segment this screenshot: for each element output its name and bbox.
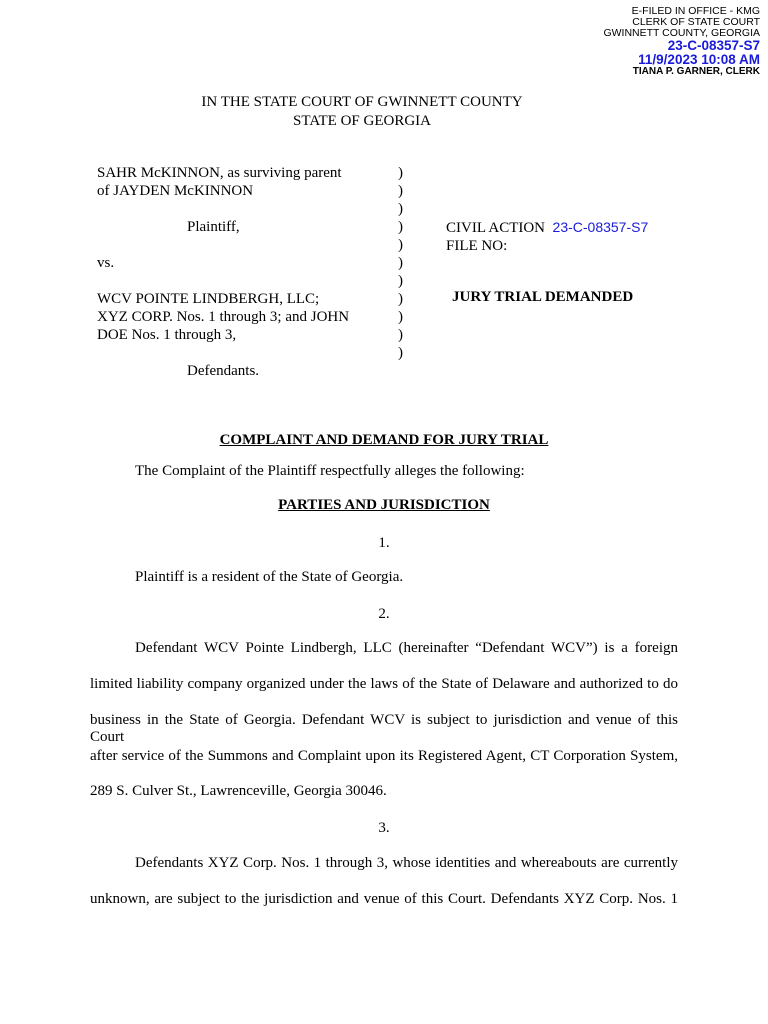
stamp-case-number: 23-C-08357-S7 [667, 38, 760, 54]
stamp-clerk: TIANA P. GARNER, CLERK [632, 66, 760, 78]
stamp-datetime: 11/9/2023 10:08 AM [638, 52, 760, 68]
paragraph-2-line-2: limited liability company organized under the laws of the State of Delaware and authorized to do [90, 676, 678, 692]
paragraph-2-line-1: Defendant WCV Pointe Lindbergh, LLC (hereinafter “Defendant WCV”) is a foreign [135, 640, 678, 656]
stamp-line-1: E-FILED IN OFFICE - KMG [631, 5, 760, 17]
paragraph-3-line-2: unknown, are subject to the jurisdiction and venue of this Court. Defendants XYZ Corp. Nos. 1 [90, 891, 678, 907]
jury-demand: JURY TRIAL DEMANDED [452, 289, 634, 305]
defendants-label: Defendants. [187, 363, 260, 379]
caption-parentheses: ) ) ) ) ) ) ) ) ) ) ) [398, 165, 403, 361]
defendant-name: WCV POINTE LINDBERGH, LLC; [97, 291, 320, 307]
paragraph-2-line-3: business in the State of Georgia. Defendant WCV is subject to jurisdiction and venue of this Court [90, 712, 678, 745]
complaint-title: COMPLAINT AND DEMAND FOR JURY TRIAL [219, 432, 549, 448]
paragraph-1: Plaintiff is a resident of the State of Georgia. [135, 569, 404, 585]
stamp-line-2: CLERK OF STATE COURT [632, 16, 760, 29]
defendant-name-cont2: DOE Nos. 1 through 3, [97, 327, 237, 343]
paragraph-number-2: 2. [378, 606, 390, 622]
versus: vs. [97, 255, 115, 271]
caption-parties [97, 164, 387, 380]
section-heading: PARTIES AND JURISDICTION [278, 497, 490, 513]
paragraph-number-1: 1. [378, 535, 390, 551]
file-no-label: FILE NO: [446, 238, 508, 254]
plaintiff-name-cont: of JAYDEN McKINNON [97, 183, 254, 199]
plaintiff-name: SAHR McKINNON, as surviving parent [97, 165, 342, 181]
paragraph-2-line-4: after service of the Summons and Complaint upon its Registered Agent, CT Corporation System, [90, 748, 678, 764]
plaintiff-label: Plaintiff, [187, 219, 240, 235]
court-name: IN THE STATE COURT OF GWINNETT COUNTY [201, 94, 523, 110]
paragraph-3-line-1: Defendants XYZ Corp. Nos. 1 through 3, whose identities and whereabouts are currently [135, 855, 678, 871]
paragraph-2-line-5: 289 S. Culver St., Lawrenceville, Georgia 30046. [90, 783, 387, 799]
defendant-name-cont: XYZ CORP. Nos. 1 through 3; and JOHN [97, 309, 350, 325]
court-state: STATE OF GEORGIA [293, 113, 431, 129]
civil-action-block [446, 218, 648, 255]
efiling-stamp [603, 6, 760, 78]
civil-action-label: CIVIL ACTION [446, 220, 546, 236]
intro-text: The Complaint of the Plaintiff respectfully alleges the following: [135, 463, 525, 479]
stamp-line-3: GWINNETT COUNTY, GEORGIA [603, 27, 760, 40]
court-header [0, 93, 724, 131]
civil-action-number: 23-C-08357-S7 [552, 219, 649, 235]
paragraph-number-3: 3. [378, 820, 390, 836]
